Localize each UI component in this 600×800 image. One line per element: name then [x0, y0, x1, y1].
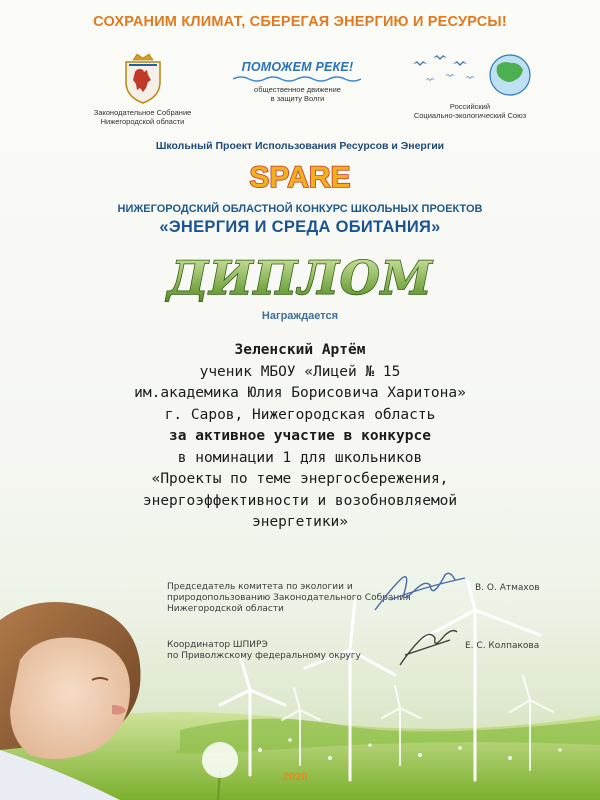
center-logo-caption-1: общественное движение	[254, 85, 341, 94]
left-logo-caption-2: Нижегородской области	[100, 117, 185, 126]
signature-1-role-line-1: Председатель комитета по экологии и	[167, 582, 353, 592]
diploma-title	[0, 248, 600, 311]
year: 2020	[283, 771, 308, 783]
recipient-block	[0, 340, 600, 534]
recipient-line-school: ученик МБОУ «Лицей № 15	[199, 363, 401, 380]
globe-birds-icon	[405, 50, 535, 100]
spare-logo	[0, 156, 600, 201]
recipient-line-city: г. Саров, Нижегородская область	[164, 406, 436, 423]
awarded-label: Награждается	[261, 310, 339, 322]
left-logo-caption-1: Законодательное Собрание	[93, 108, 192, 117]
recipient-reason: за активное участие в конкурсе	[169, 428, 431, 444]
signature-1-scribble	[370, 560, 470, 620]
contest-name: «ЭНЕРГИЯ И СРЕДА ОБИТАНИЯ»	[159, 218, 441, 236]
signature-1-name: В. О. Атмахов	[475, 583, 540, 593]
spare-logo-graphic	[230, 156, 370, 196]
recipient-topic-1: «Проекты по теме энергосбережения,	[151, 471, 449, 487]
help-river-title: ПОМОЖЕМ РЕКЕ!	[241, 60, 354, 74]
eco-union-logo	[395, 50, 545, 120]
signature-1-role-line-2: природопользованию Законодательного Собрания	[167, 593, 411, 603]
wave-icon	[233, 75, 363, 83]
signature-2-name: Е. С. Колпакова	[465, 641, 540, 651]
coat-of-arms-icon	[123, 52, 163, 104]
recipient-topic-3: энергетики»	[251, 514, 349, 530]
recipient-topic-2: энергоэффективности и возобновляемой	[142, 492, 458, 509]
right-logo-caption-1: Российский	[449, 102, 491, 111]
signature-2-role-line-2: по Приволжскому федеральному округу	[167, 651, 361, 661]
diploma-title-text: ДИПЛОМ	[167, 251, 433, 305]
recipient-name: Зеленский Артём	[234, 342, 366, 358]
slogan: СОХРАНИМ КЛИМАТ, СБЕРЕГАЯ ЭНЕРГИЮ И РЕСУРСЫ!	[93, 14, 507, 30]
project-title: Школьный Проект Использования Ресурсов и Энергии	[155, 140, 445, 152]
signature-role-2	[167, 640, 427, 662]
center-logo-caption-2: в защиту Волги	[270, 94, 325, 103]
help-river-logo	[225, 60, 370, 103]
spare-logo-text: SPARE	[249, 161, 351, 194]
right-logo-caption-2: Социально-экологический Союз	[413, 111, 527, 120]
contest-title: НИЖЕГОРОДСКИЙ ОБЛАСТНОЙ КОНКУРС ШКОЛЬНЫХ ПРОЕКТОВ	[117, 203, 483, 215]
recipient-line-academic: им.академика Юлия Борисовича Харитона»	[134, 385, 466, 401]
signature-2-role-line-1: Координатор ШПИРЭ	[167, 640, 268, 650]
recipient-nomination: в номинации 1 для школьников	[177, 449, 423, 466]
diploma-title-graphic	[140, 248, 460, 306]
signature-1-role-line-3: Нижегородской области	[167, 604, 284, 614]
legislative-assembly-logo	[80, 52, 205, 126]
signature-2-scribble	[395, 620, 465, 670]
